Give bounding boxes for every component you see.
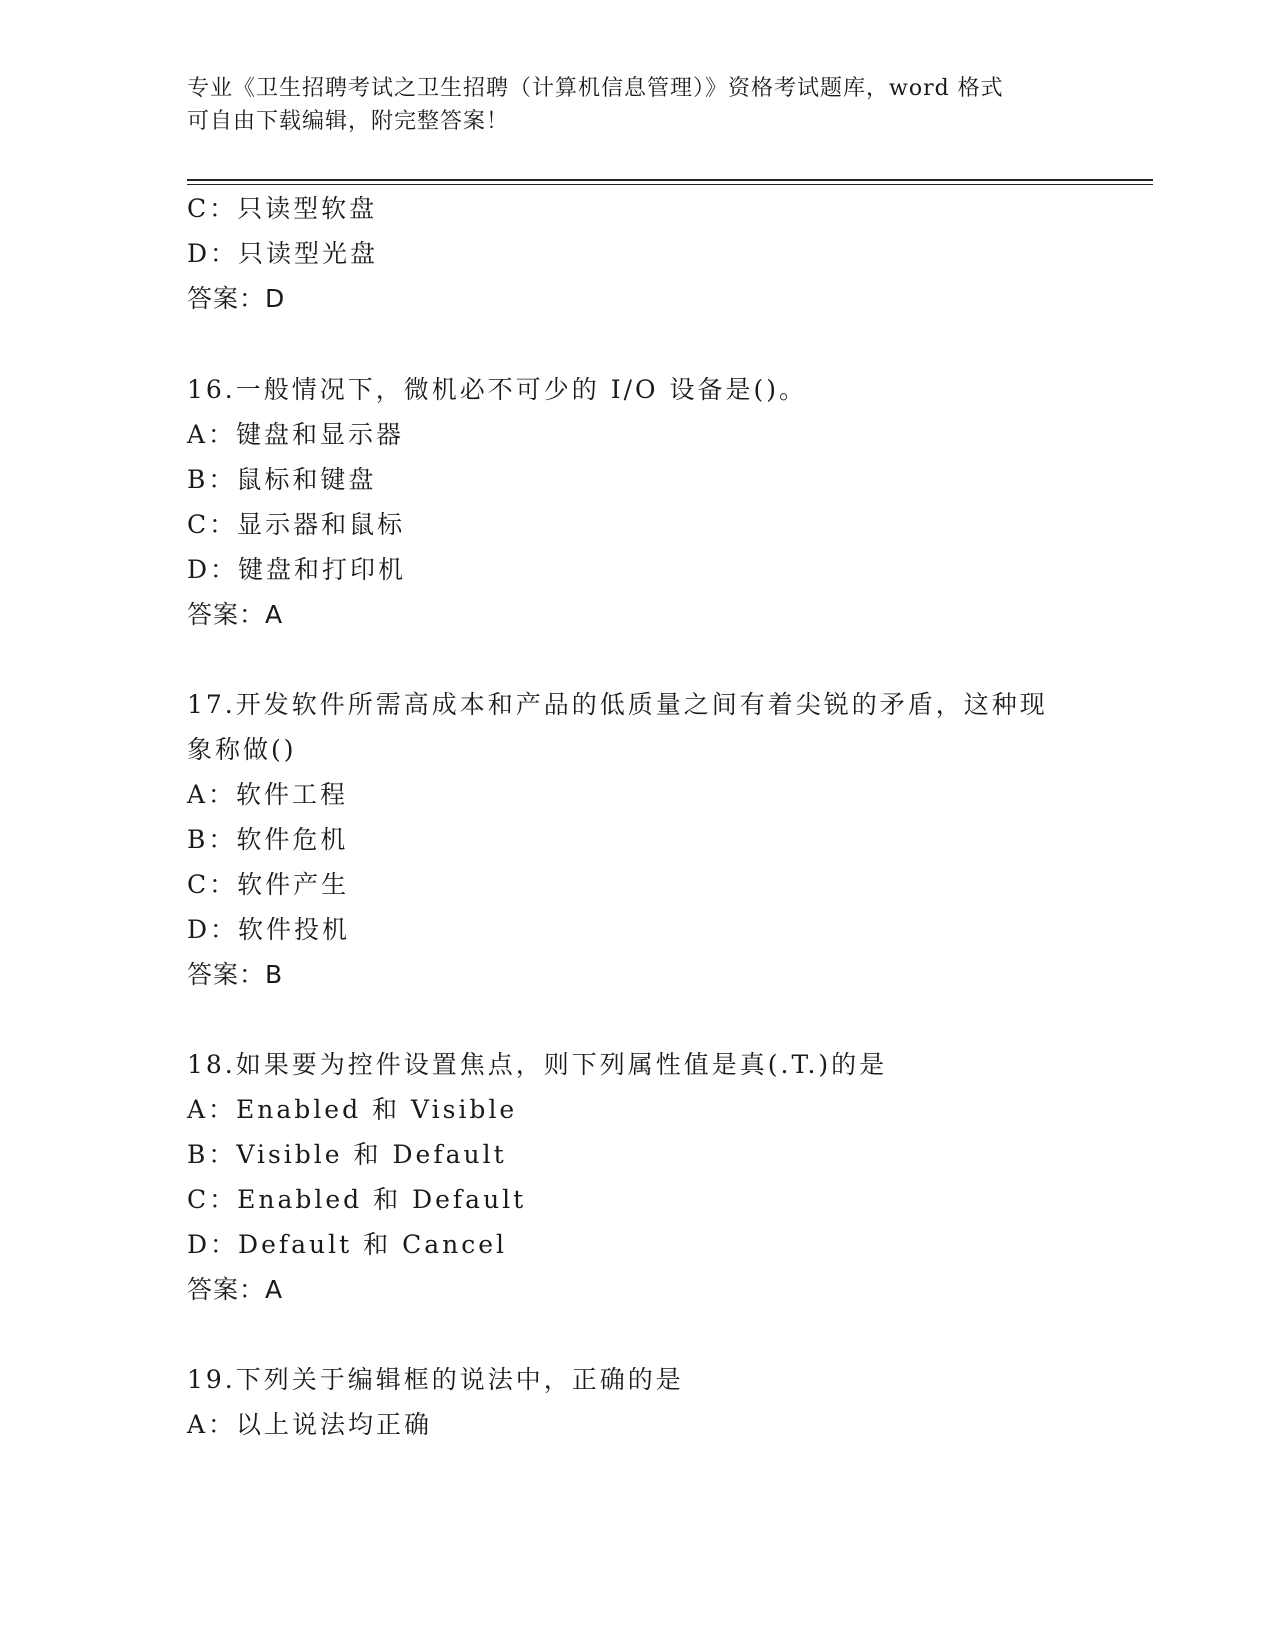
header-rule-thick [187, 179, 1153, 181]
option-d: D：软件投机 [187, 915, 351, 944]
option-b: B：Visible 和 Default [187, 1140, 507, 1169]
option-d: D：键盘和打印机 [187, 555, 407, 584]
answer: 答案：A [187, 1275, 284, 1304]
answer: 答案：B [187, 960, 284, 989]
question-stem-cont: 象称做() [187, 735, 297, 764]
option-d: D：只读型光盘 [187, 239, 379, 268]
option-b: B：软件危机 [187, 825, 349, 854]
option-a: A：键盘和显示器 [187, 420, 405, 449]
question-stem: 16.一般情况下，微机必不可少的 I/O 设备是()。 [187, 375, 807, 404]
header-rule-thin [187, 184, 1153, 185]
option-c: C：Enabled 和 Default [187, 1185, 527, 1214]
option-a: A：以上说法均正确 [187, 1410, 433, 1439]
option-c: C：只读型软盘 [187, 194, 378, 223]
option-a: A：软件工程 [187, 780, 349, 809]
question-stem: 18.如果要为控件设置焦点，则下列属性值是真(.T.)的是 [187, 1050, 888, 1079]
header-line-2: 可自由下载编辑，附完整答案！ [187, 109, 510, 134]
option-c: C：显示器和鼠标 [187, 510, 406, 539]
header-line-1: 专业《卫生招聘考试之卫生招聘（计算机信息管理）》资格考试题库，word 格式 [187, 76, 1004, 101]
document-header [187, 72, 1077, 138]
question-stem: 19.下列关于编辑框的说法中，正确的是 [187, 1365, 684, 1394]
answer: 答案：A [187, 600, 284, 629]
option-a: A：Enabled 和 Visible [187, 1095, 518, 1124]
option-c: C：软件产生 [187, 870, 350, 899]
option-d: D：Default 和 Cancel [187, 1230, 508, 1259]
answer: 答案：D [187, 284, 286, 313]
question-stem: 17.开发软件所需高成本和产品的低质量之间有着尖锐的矛盾，这种现 [187, 690, 1048, 719]
option-b: B：鼠标和键盘 [187, 465, 377, 494]
